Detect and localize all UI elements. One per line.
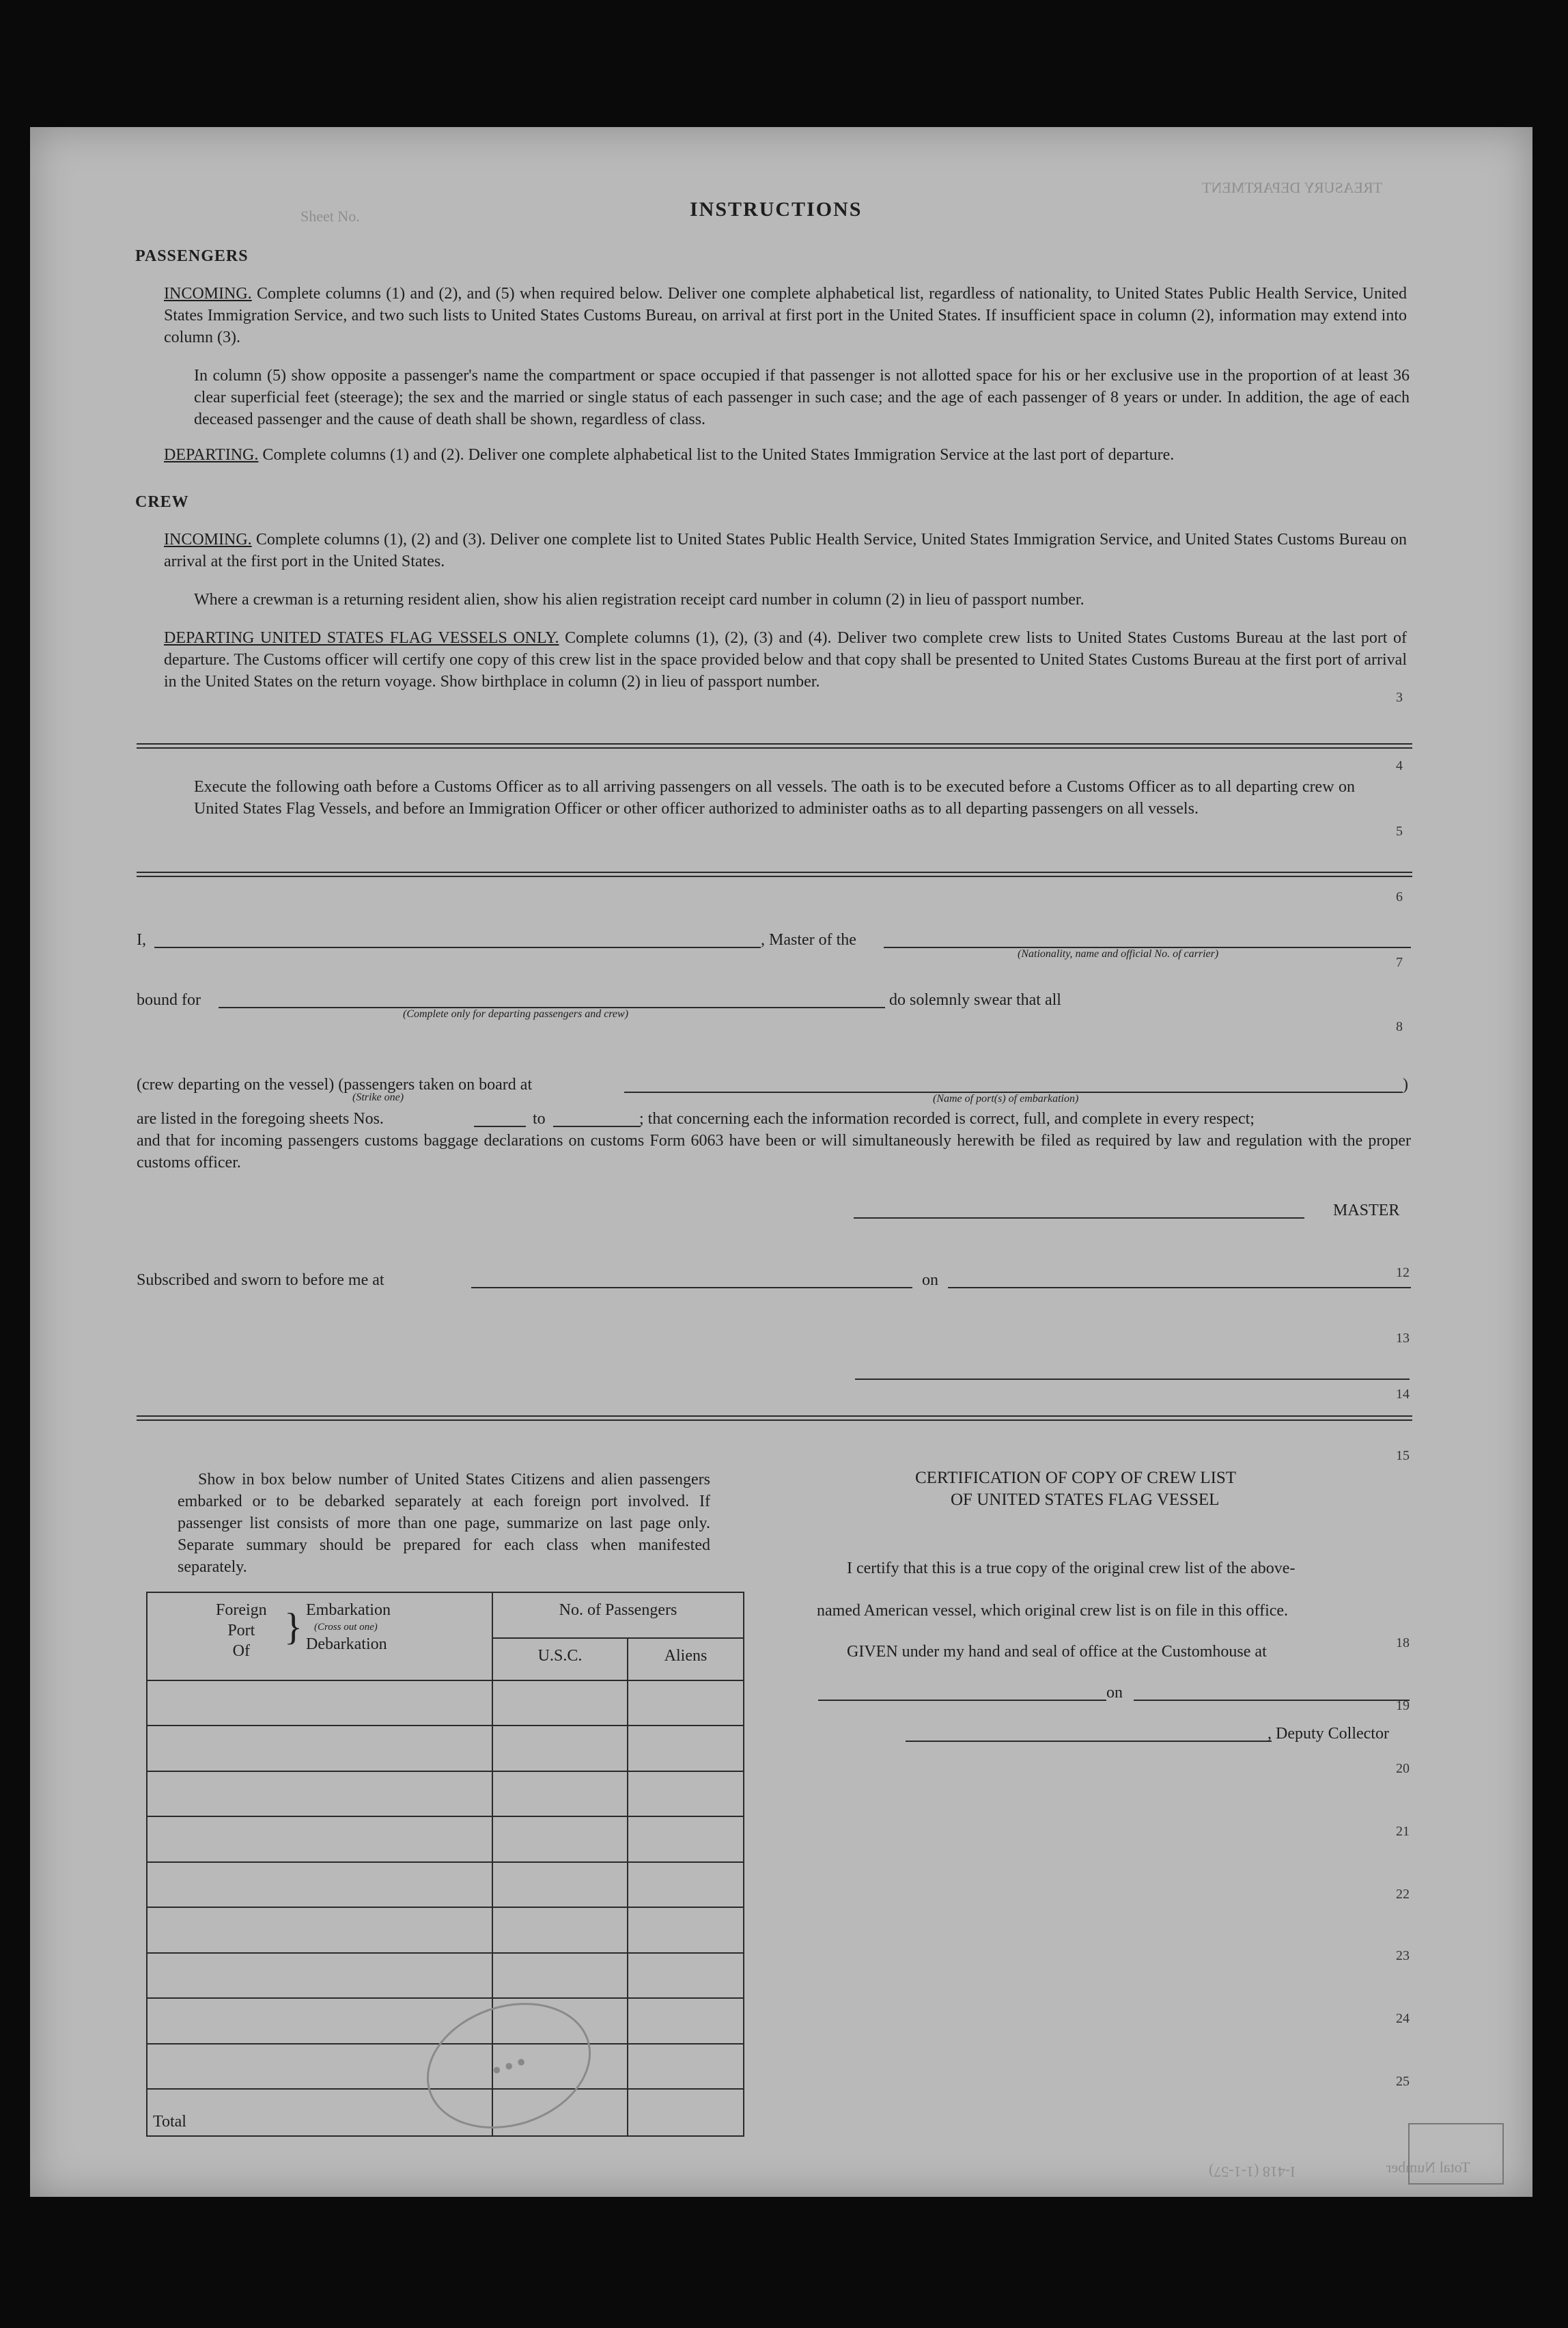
- passengers-incoming-label: INCOMING.: [164, 285, 252, 303]
- certification-text-c: GIVEN under my hand and seal of office at the Customhouse at: [847, 1643, 1267, 1661]
- port-header-port: Port: [227, 1622, 255, 1639]
- crew-departing-label: DEPARTING UNITED STATES FLAG VESSELS ONLY.: [164, 629, 559, 647]
- certification-title-b: OF UNITED STATES FLAG VESSEL: [951, 1491, 1220, 1509]
- bound-for-label: bound for: [137, 991, 201, 1009]
- master-label: MASTER: [1333, 1202, 1400, 1219]
- embark-debark-label: [306, 1600, 391, 1654]
- master-signature-field[interactable]: [854, 1217, 1304, 1219]
- port-note: (Name of port(s) of embarkation): [933, 1093, 1079, 1105]
- summary-row-usc[interactable]: [492, 1680, 628, 1726]
- subscribed-label: Subscribed and sworn to before me at: [137, 1271, 384, 1289]
- certification-title-a: CERTIFICATION OF COPY OF CREW LIST: [915, 1469, 1237, 1487]
- crew-incoming-label: INCOMING.: [164, 531, 252, 549]
- bleed-row-number: 14: [1396, 1387, 1410, 1402]
- summary-row-port[interactable]: [147, 1862, 492, 1908]
- summary-row-usc[interactable]: [492, 1816, 628, 1862]
- summary-instructions: Show in box below number of United States Citizens and alien passengers embarked or to be debarked separately at each foreign port involved. If passenger list consists of more than one page, summarize on last page only. Separate summary should be prepared for each class when manifested separately.: [178, 1471, 710, 1576]
- passengers-departing-text: Complete columns (1) and (2). Deliver one complete alphabetical list to the United States Immigration Service at the last port of departure.: [262, 446, 1175, 464]
- port-header-cell: [147, 1592, 492, 1680]
- carrier-note: (Nationality, name and official No. of carrier): [1018, 948, 1219, 960]
- oath-intro: Execute the following oath before a Customs Officer as to all arriving passengers on all vessels. The oath is to be executed before a Customs Officer as to all departing crew on United States Flag Vessels, and before an Immigration Officer or other officer authorized to administer oaths as to all departing passengers on all vessels.: [194, 778, 1355, 818]
- bleed-row-number: 12: [1396, 1265, 1410, 1280]
- summary-row-port[interactable]: [147, 1816, 492, 1862]
- sworn-on-label: on: [922, 1271, 938, 1289]
- total-number-box: [1408, 2123, 1504, 2185]
- sworn-place-field[interactable]: [471, 1287, 912, 1288]
- summary-row-usc[interactable]: [492, 1771, 628, 1817]
- deputy-collector-label: , Deputy Collector: [1268, 1725, 1389, 1743]
- summary-row-port[interactable]: [147, 1771, 492, 1817]
- crew-heading: CREW: [135, 493, 189, 511]
- total-label: Total: [147, 2089, 492, 2136]
- strike-one-note: (Strike one): [352, 1092, 404, 1103]
- summary-row-aliens[interactable]: [628, 1953, 744, 1999]
- customhouse-place-field[interactable]: [818, 1700, 1106, 1701]
- summary-row-port[interactable]: [147, 1907, 492, 1953]
- crew-incoming-text: Complete columns (1), (2) and (3). Deliver one complete list to United States Public Health Service, United States Immigration Service, and United States Customs Bureau on arrival at the first port in the United States.: [164, 531, 1408, 570]
- bleed-row-number: 5: [1396, 824, 1403, 839]
- oath-divider: [137, 872, 1412, 877]
- summary-row-aliens[interactable]: [628, 1726, 744, 1771]
- passengers-departing-para: [164, 444, 1407, 466]
- summary-row-port[interactable]: [147, 1680, 492, 1726]
- summary-row-aliens[interactable]: [628, 1816, 744, 1862]
- sworn-date-field[interactable]: [948, 1287, 1411, 1288]
- port-header-of: Of: [232, 1642, 250, 1660]
- cross-out-note: (Cross out one): [314, 1622, 378, 1633]
- summary-row-usc[interactable]: [492, 1726, 628, 1771]
- section-divider: [137, 743, 1412, 749]
- crew-departing-text: Complete columns (1), (2), (3) and (4). Deliver two complete crew lists to United States Customs Bureau at the last port of departure. The Customs officer will certify one copy of this crew list in the space provided below and that copy shall be presented to United States Customs Bureau at the first port of arrival in the United States on the return voyage. Show birthplace in column (2) in lieu of passport number.: [164, 629, 1408, 691]
- summary-row-port[interactable]: [147, 1998, 492, 2044]
- lower-divider: [137, 1415, 1412, 1421]
- bleed-row-number: 8: [1396, 1019, 1403, 1034]
- debark-label: Debarkation: [306, 1635, 387, 1653]
- certification-on-label: on: [1106, 1684, 1123, 1702]
- passengers-incoming-para: [164, 283, 1407, 348]
- summary-row-aliens[interactable]: [628, 1907, 744, 1953]
- bleed-through-form-number: I-418 (1-1-57): [1209, 2163, 1296, 2180]
- certification-date-field[interactable]: [1134, 1700, 1410, 1701]
- swear-label: do solemnly swear that all: [889, 991, 1061, 1009]
- bleed-through-header: TREASURY DEPARTMENT: [1202, 179, 1383, 196]
- bleed-row-number: 7: [1396, 955, 1403, 970]
- summary-row-usc[interactable]: [492, 1862, 628, 1908]
- bleed-row-number: 21: [1396, 1824, 1410, 1839]
- master-of-label: , Master of the: [761, 931, 856, 949]
- passengers-incoming-text: Complete columns (1) and (2), and (5) when required below. Deliver one complete alphabetical list, regardless of nationality, to United States Public Health Service, United States Immigration Service, and two such lists to United States Customs Bureau, on arrival at first port in the United States. If insufficient space in column (2), information may extend into column (3).: [164, 285, 1407, 346]
- crew-departing-label: (crew departing on the vessel) (passengers taken on board at: [137, 1076, 533, 1094]
- bleed-row-number: 22: [1396, 1887, 1410, 1902]
- total-aliens[interactable]: [628, 2089, 744, 2136]
- bleed-through-sheet: Sheet No.: [300, 208, 360, 225]
- summary-row-aliens[interactable]: [628, 1862, 744, 1908]
- listed-statement: ; that concerning each the information recorded is correct, full, and complete in every respect;: [639, 1110, 1255, 1128]
- listed-sheets-label: are listed in the foregoing sheets Nos.: [137, 1110, 384, 1128]
- bleed-row-number: 6: [1396, 889, 1403, 904]
- sheet-from-field[interactable]: [474, 1126, 526, 1127]
- bleed-row-number: 24: [1396, 2011, 1410, 2026]
- departing-note: (Complete only for departing passengers and crew): [403, 1008, 629, 1020]
- bleed-row-number: 19: [1396, 1698, 1410, 1713]
- embark-label: Embarkation: [306, 1601, 391, 1619]
- oath-i-label: I,: [137, 931, 146, 949]
- bleed-row-number: 25: [1396, 2074, 1410, 2089]
- close-paren: ): [1403, 1076, 1408, 1094]
- crew-departing-para: [164, 627, 1407, 693]
- bleed-row-number: 13: [1396, 1331, 1410, 1346]
- bleed-row-number: 3: [1396, 690, 1403, 705]
- passengers-col5-text: In column (5) show opposite a passenger's name the compartment or space occupied if that passenger is not allotted space for his or her exclusive use in the proportion of at least 36 clear superficial feet (steerage); the sex and the married or single status of each passenger in such case; and the age of each passenger of 8 years or under. In addition, the age of each deceased passenger and the cause of death shall be shown, regardless of class.: [194, 367, 1410, 428]
- certification-text-a: I certify that this is a true copy of the original crew list of the above-: [847, 1560, 1296, 1577]
- listed-to-label: to: [533, 1110, 546, 1128]
- bleed-row-number: 15: [1396, 1448, 1410, 1463]
- port-header-foreign: Foreign: [216, 1601, 267, 1619]
- officer-signature-field[interactable]: [855, 1378, 1410, 1380]
- deputy-signature-field[interactable]: [906, 1741, 1272, 1742]
- bleed-row-number: 23: [1396, 1948, 1410, 1963]
- usc-header: U.S.C.: [492, 1638, 628, 1680]
- port-header-label: [216, 1600, 267, 1661]
- crew-resident-text: Where a crewman is a returning resident alien, show his alien registration receipt card number in column (2) in lieu of passport number.: [194, 591, 1084, 609]
- customs-stamp: ● ● ●: [410, 1982, 607, 2148]
- brace-glyph: }: [284, 1606, 303, 1648]
- passengers-departing-label: DEPARTING.: [164, 446, 259, 464]
- summary-row-aliens[interactable]: [628, 1680, 744, 1726]
- summary-row-aliens[interactable]: [628, 2044, 744, 2090]
- summary-row-port[interactable]: [147, 1953, 492, 1999]
- summary-row-aliens[interactable]: [628, 1771, 744, 1817]
- summary-row-aliens[interactable]: [628, 1998, 744, 2044]
- bleed-row-number: 20: [1396, 1761, 1410, 1776]
- passengers-heading: PASSENGERS: [135, 247, 249, 265]
- certification-text-b: named American vessel, which original crew list is on file in this office.: [817, 1602, 1289, 1620]
- bleed-row-number: 4: [1396, 758, 1403, 773]
- summary-row-usc[interactable]: [492, 1953, 628, 1999]
- sheet-to-field[interactable]: [553, 1126, 641, 1127]
- crew-incoming-para: [164, 529, 1407, 572]
- no-passengers-header: No. of Passengers: [492, 1592, 744, 1638]
- master-name-field[interactable]: [154, 947, 761, 948]
- summary-row-port[interactable]: [147, 1726, 492, 1771]
- bleed-through-total: Total Number: [1386, 2159, 1470, 2176]
- baggage-statement: and that for incoming passengers customs baggage declarations on customs Form 6063 have been or will simultaneously herewith be filed as required by law and regulation with the proper customs officer.: [137, 1132, 1411, 1172]
- page-title: INSTRUCTIONS: [690, 198, 863, 221]
- summary-row-usc[interactable]: [492, 1907, 628, 1953]
- bleed-row-number: 18: [1396, 1635, 1410, 1650]
- aliens-header: Aliens: [628, 1638, 744, 1680]
